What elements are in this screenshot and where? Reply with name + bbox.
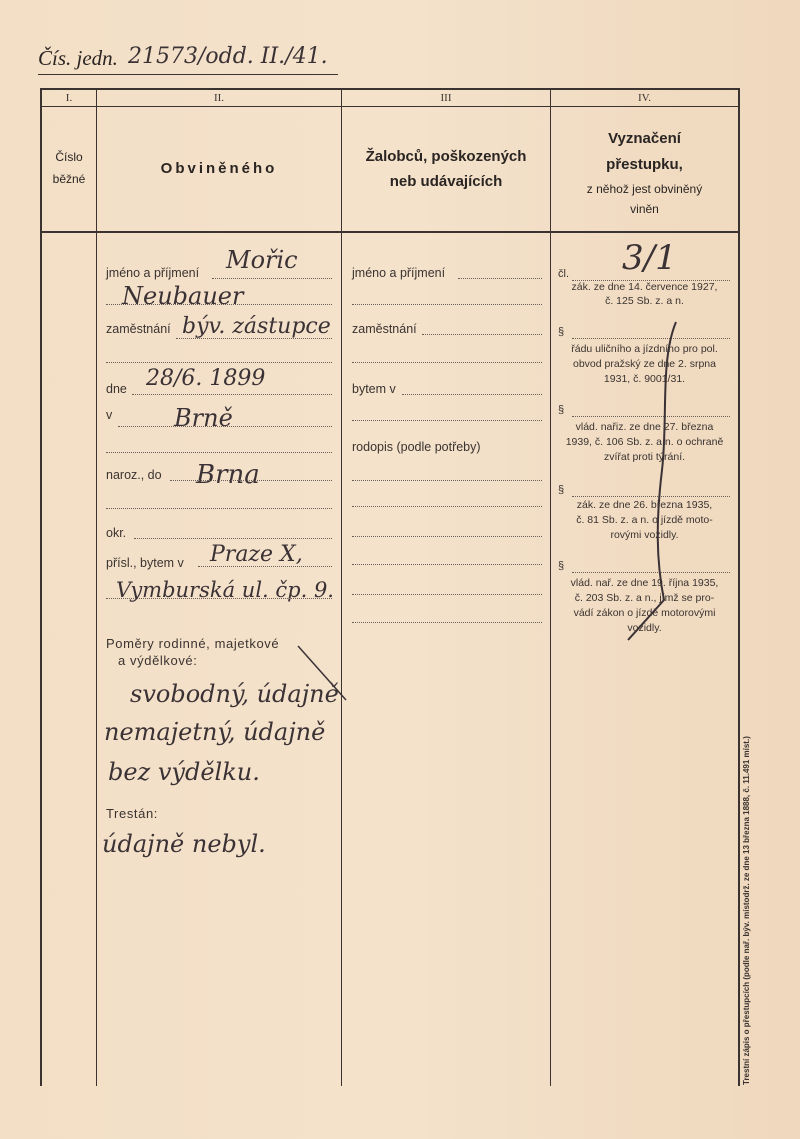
accused-name-label: jméno a příjmení	[106, 266, 200, 280]
residence-dots-2	[106, 598, 332, 599]
col4-number: IV.	[638, 92, 651, 104]
law3-line3: zvířat proti týrání.	[603, 451, 686, 463]
col2-title: Obviněného	[160, 160, 278, 177]
born-dots-2	[106, 508, 332, 509]
col-divider-2	[341, 88, 342, 1086]
accused-born-label: naroz., do	[106, 468, 162, 482]
law3-line2: 1939, č. 106 Sb. z. a n. o ochraně	[565, 436, 724, 448]
col3-title-2: neb udávajících	[389, 173, 503, 190]
plaintiff-name-dots-2	[352, 304, 542, 305]
place-dots-2	[106, 452, 332, 453]
accused-occupation-label: zaměstnání	[106, 322, 171, 336]
accused-family-label-2: a výdělkové:	[118, 653, 198, 668]
table-top-border	[40, 88, 740, 90]
law4-line3: rovými vozidly.	[610, 529, 679, 541]
col3-title-1: Žalobců, poškozených	[365, 148, 527, 165]
accused-place-label: v	[106, 408, 113, 422]
col1-number: I.	[65, 92, 73, 104]
law2-line3: 1931, č. 9001/31.	[603, 373, 686, 385]
col3-number: III	[440, 92, 452, 104]
plaintiff-dots-f	[352, 622, 542, 623]
law4-line2: č. 81 Sb. z. a n. o jízdě moto-	[576, 514, 713, 526]
born-dots	[170, 480, 332, 481]
col4-title-1: Vyznačení	[608, 130, 681, 147]
ref-handwritten: 21573/odd. II./41.	[128, 44, 328, 69]
plaintiff-dots-b	[352, 506, 542, 507]
accused-residence-value-2: Vymburská ul. čp. 9.	[116, 578, 334, 602]
table-right-border	[738, 88, 740, 1086]
occupation-dots-2	[106, 362, 332, 363]
col4-title-4: viněn	[630, 202, 659, 216]
accused-occupation-value: býv. zástupce	[182, 314, 331, 339]
ref-label: Čís. jedn.	[38, 46, 118, 70]
accused-punished-label: Trestán:	[106, 806, 159, 821]
accused-punished-value: údajně nebyl.	[102, 830, 266, 858]
table-left-border	[40, 88, 42, 1086]
occupation-dots	[176, 338, 332, 339]
col-divider-1	[96, 88, 97, 1086]
plaintiff-dots-e	[352, 594, 542, 595]
law3-dots	[572, 416, 730, 417]
accused-name-value-2: Neubauer	[122, 282, 244, 310]
col4-title-2: přestupku,	[606, 156, 683, 173]
accused-name-value-1: Mořic	[226, 246, 298, 274]
law5-line2: č. 203 Sb. z. a n., jímž se pro-	[574, 592, 715, 604]
accused-family-label-1: Poměry rodinné, majetkové	[106, 636, 280, 651]
law4-dots	[572, 496, 730, 497]
plaintiff-dots-c	[352, 536, 542, 537]
district-dots	[134, 538, 332, 539]
offence-handwritten-mark: 3/1	[622, 238, 677, 278]
residence-dots	[198, 566, 332, 567]
number-row-border	[40, 106, 740, 107]
accused-born-value: Brna	[196, 460, 260, 490]
header-bottom-border	[40, 231, 740, 233]
law3-prefix: §	[558, 404, 565, 416]
plaintiff-occupation-label: zaměstnání	[352, 322, 417, 336]
accused-district-label: okr.	[106, 526, 127, 540]
accused-place-value: Brně	[174, 404, 233, 432]
law1-line1: zák. ze dne 14. července 1927,	[571, 281, 718, 293]
col1-title-1: Číslo	[55, 150, 83, 164]
date-dots	[132, 394, 332, 395]
law4-line1: zák. ze dne 26. března 1935,	[576, 499, 713, 511]
accused-family-value-3: bez výdělku.	[108, 758, 260, 786]
plaintiff-residence-dots	[402, 394, 542, 395]
plaintiff-occupation-dots	[422, 334, 542, 335]
name-dots-1	[212, 278, 332, 279]
law1-line2: č. 125 Sb. z. a n.	[605, 295, 684, 307]
law5-line4: vozidly.	[627, 622, 662, 634]
col4-title-3: z něhož jest obviněný	[586, 182, 703, 196]
law2-dots	[572, 338, 730, 339]
law5-line3: vádí zákon o jízdě motorovými	[573, 607, 716, 619]
accused-residence-label: přísl., bytem v	[106, 556, 184, 570]
law4-prefix: §	[558, 484, 565, 496]
name-dots-2	[106, 304, 332, 305]
form-footer-vertical: Trestní zápis o přestupcích (podle nař. býv. místodrž. ze dne 13 března 1888, č. 11.491 míst.)	[742, 736, 751, 1085]
accused-family-value-2: nemajetný, údajně	[104, 718, 326, 746]
plaintiff-name-label: jméno a příjmení	[352, 266, 446, 280]
plaintiff-occupation-dots-2	[352, 362, 542, 363]
law5-prefix: §	[558, 560, 565, 572]
law5-dots	[572, 572, 730, 573]
plaintiff-dots-a	[352, 480, 542, 481]
plaintiff-dots-d	[352, 564, 542, 565]
plaintiff-birth-label: rodopis (podle potřeby)	[352, 440, 481, 454]
plaintiff-name-dots	[458, 278, 542, 279]
col1-title-2: běžné	[52, 172, 86, 186]
law5-line1: vlád. nař. ze dne 19. října 1935,	[570, 577, 719, 589]
law3-line1: vlád. nařiz. ze dne 27. března	[575, 421, 714, 433]
col-divider-3	[550, 88, 551, 1086]
accused-date-label: dne	[106, 382, 127, 396]
law2-prefix: §	[558, 326, 565, 338]
plaintiff-residence-dots-2	[352, 420, 542, 421]
col2-number: II.	[213, 92, 225, 104]
law2-line1: řádu uličního a jízdního pro pol.	[571, 343, 718, 355]
law2-line2: obvod pražský ze dne 2. srpna	[572, 358, 716, 370]
plaintiff-residence-label: bytem v	[352, 382, 396, 396]
accused-residence-value-1: Praze X,	[210, 542, 303, 567]
accused-family-value-1: svobodný, údajně	[130, 680, 339, 708]
accused-date-value: 28/6. 1899	[146, 366, 266, 391]
place-dots	[118, 426, 332, 427]
law1-prefix: čl.	[558, 268, 569, 280]
ref-underline	[38, 74, 338, 75]
